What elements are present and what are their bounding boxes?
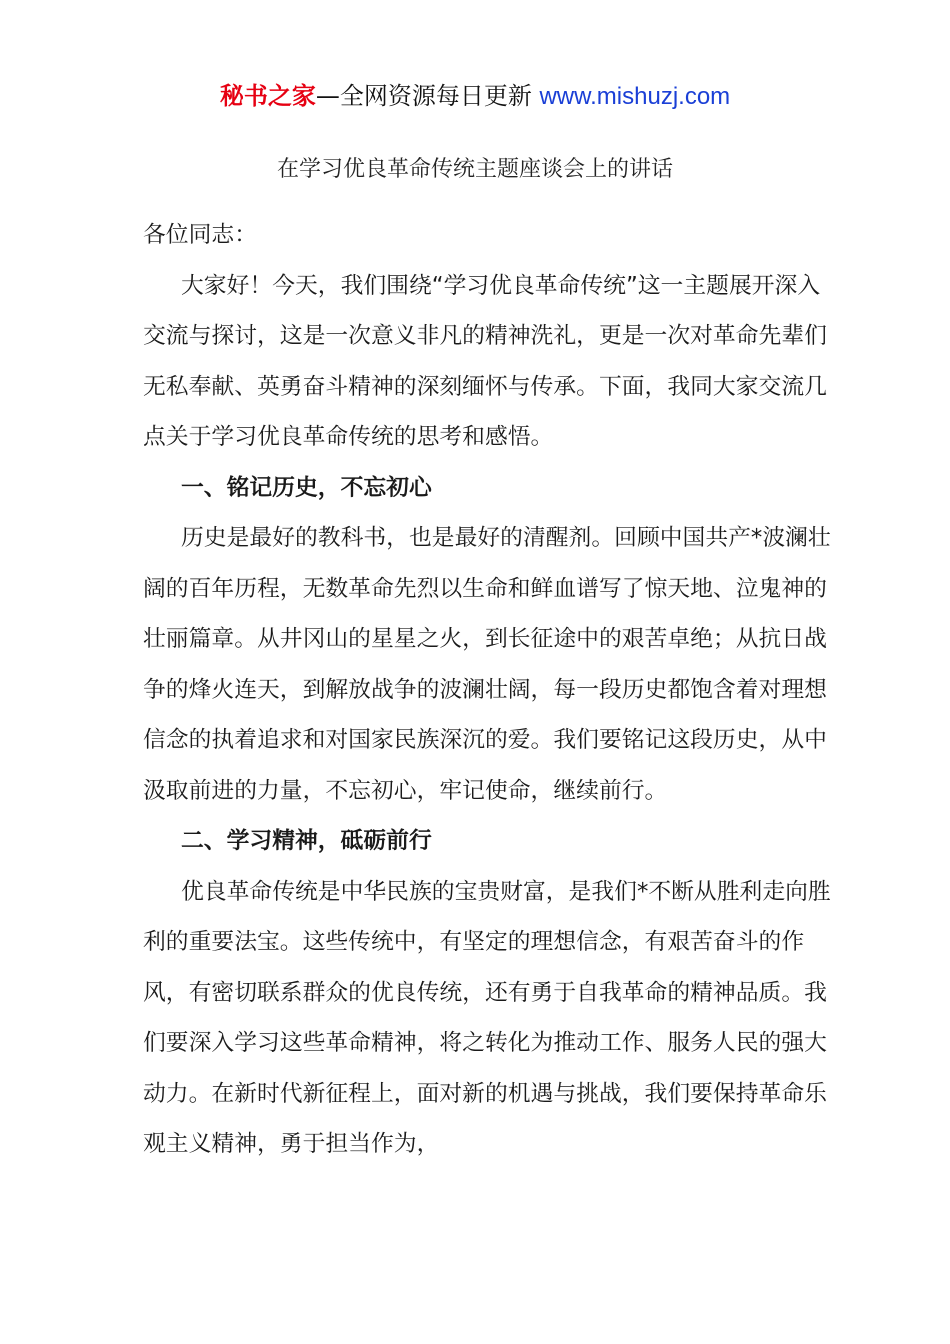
section-paragraph-1: 历史是最好的教科书，也是最好的清醒剂。回顾中国共产*波澜壮阔的百年历程，无数革命先烈以生命和鲜血谱写了惊天地、泣鬼神的壮丽篇章。从井冈山的星星之火，到长征途中的艰苦卓绝；从抗日战争的烽火连天，到解放战争的波澜壮阔，每一段历史都饱含着对理想信念的执着追求和对国家民族深沉的爱。我们要铭记这段历史，从中汲取前进的力量，不忘初心，牢记使命，继续前行。 bbox=[143, 525, 831, 804]
greeting: 各位同志： bbox=[143, 222, 257, 248]
site-header bbox=[0, 80, 950, 113]
header-tagline: —全网资源每日更新 bbox=[315, 82, 540, 110]
document-body bbox=[143, 210, 833, 1170]
document-title: 在学习优良革命传统主题座谈会上的讲话 bbox=[276, 157, 673, 182]
section-heading-2: 二、学习精神，砥砺前行 bbox=[181, 828, 432, 854]
site-url-link[interactable]: www.mishuzj.com bbox=[539, 83, 731, 110]
brand-name: 秘书之家 bbox=[219, 82, 316, 110]
section-heading-1: 一、铭记历史，不忘初心 bbox=[181, 474, 432, 501]
section-paragraph-2: 优良革命传统是中华民族的宝贵财富，是我们*不断从胜利走向胜利的重要法宝。这些传统中，有坚定的理想信念，有艰苦奋斗的作风，有密切联系群众的优良传统，还有勇于自我革命的精神品质。我们要深入学习这些革命精神，将之转化为推动工作、服务人民的强大动力。在新时代新征程上，面对新的机遇与挑战，我们要保持革命乐观主义精神，勇于担当作为， bbox=[143, 878, 831, 1157]
intro-paragraph: 大家好！今天，我们围绕“学习优良革命传统”这一主题展开深入交流与探讨，这是一次意义非凡的精神洗礼，更是一次对革命先辈们无私奉献、英勇奋斗精神的深刻缅怀与传承。下面，我同大家交流几点关于学习优良革命传统的思考和感悟。 bbox=[143, 272, 827, 450]
